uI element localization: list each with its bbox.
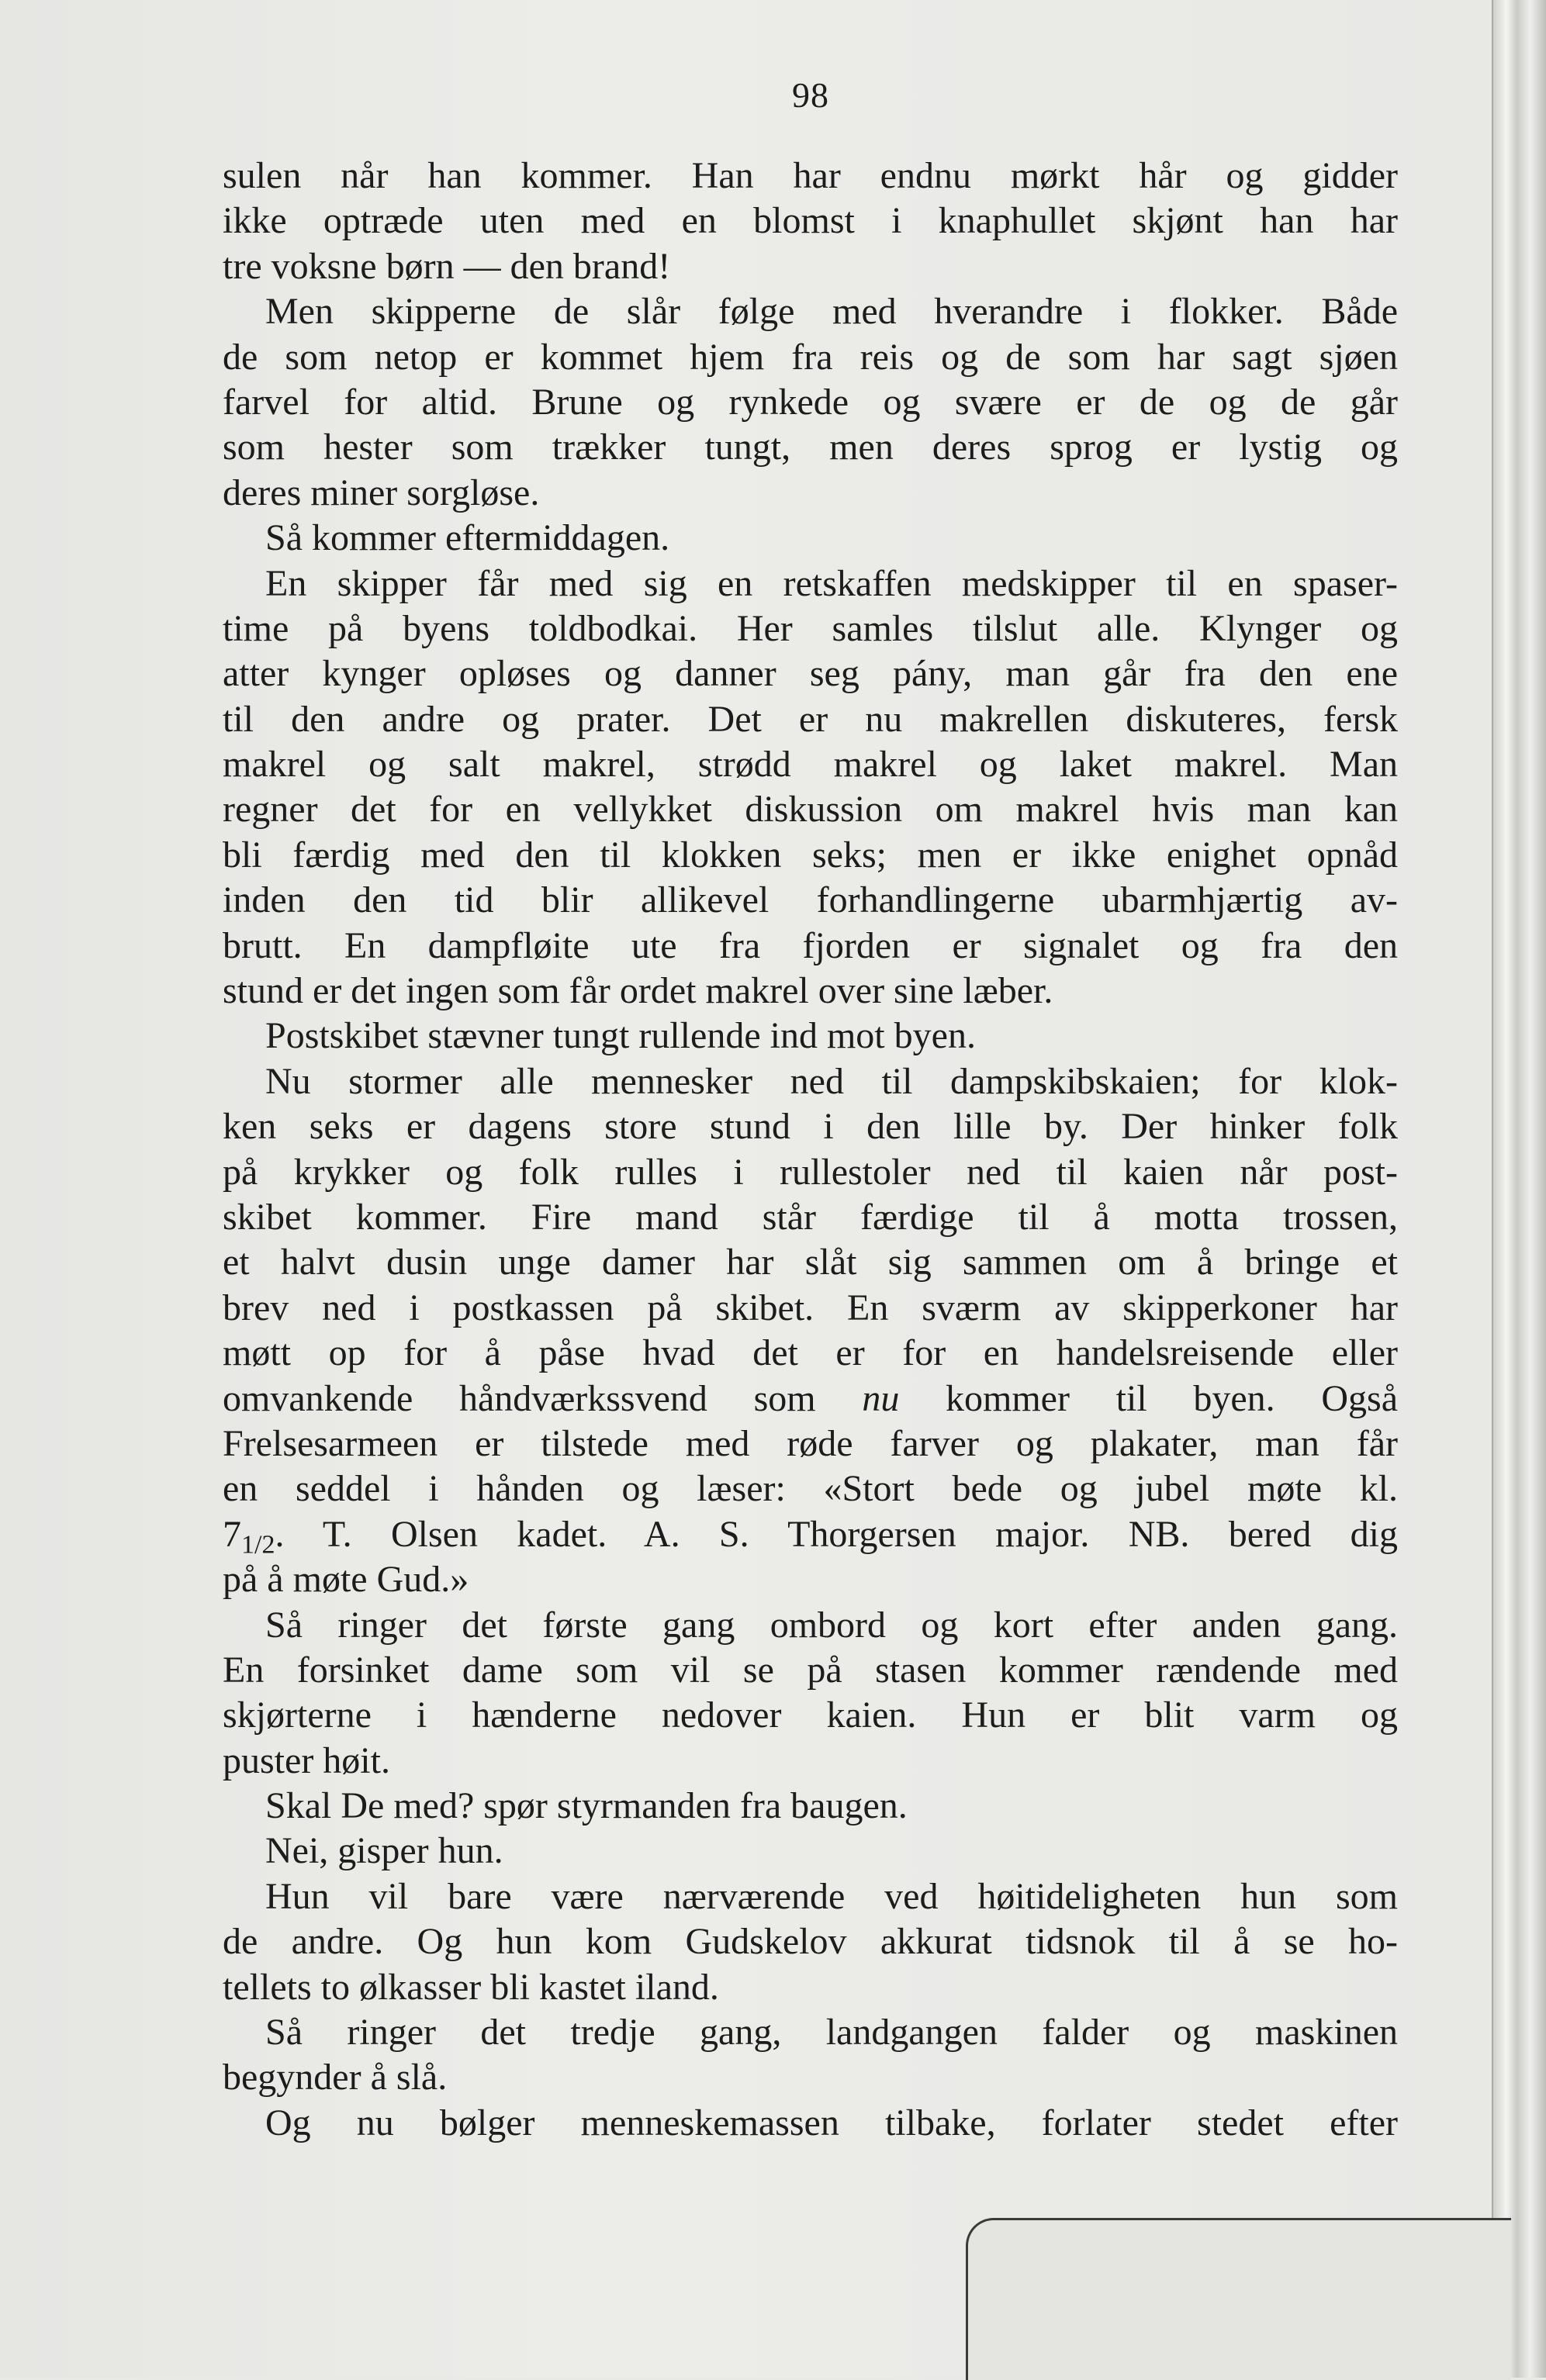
text-line: atter kynger opløses og danner seg pány, man går fra den ene bbox=[223, 653, 1398, 695]
text-line: regner det for en vellykket diskussion om makrel hvis man kan bbox=[223, 789, 1398, 831]
page-corner-tab bbox=[966, 2218, 1511, 2380]
text-segment: . T. Olsen kadet. A. S. Thorgersen major. NB. bered dig bbox=[275, 1513, 1398, 1555]
text-line: møtt op for å påse hvad det er for en handelsreisende eller bbox=[223, 1332, 1398, 1374]
text-line: En forsinket dame som vil se på stasen kommer rændende med bbox=[223, 1649, 1398, 1691]
text-line: deres miner sorgløse. bbox=[223, 472, 540, 513]
time-whole: 7 bbox=[223, 1513, 241, 1555]
text-line: brev ned i postkassen på skibet. En sværm av skipperkoner har bbox=[223, 1287, 1398, 1328]
text-line: på krykker og folk rulles i rullestoler ned til kaien når post- bbox=[223, 1151, 1398, 1193]
text-line: Nei, gisper hun. bbox=[265, 1830, 503, 1872]
text-line: Nu stormer alle mennesker ned til dampskibskaien; for klok- bbox=[265, 1060, 1398, 1102]
text-line: Frelsesarmeen er tilstede med røde farver og plakater, man får bbox=[223, 1422, 1398, 1464]
text-line: de andre. Og hun kom Gudskelov akkurat tidsnok til å se ho- bbox=[223, 1921, 1398, 1963]
time-fraction: 1/2 bbox=[241, 1530, 275, 1560]
text-line: tellets to ølkasser bli kastet iland. bbox=[223, 1966, 719, 2008]
text-line: Så kommer eftermiddagen. bbox=[265, 517, 670, 559]
text-line: skjørterne i hænderne nedover kaien. Hun er blit varm og bbox=[223, 1694, 1398, 1736]
text-line: på å møte Gud.» bbox=[223, 1559, 469, 1601]
text-line: En skipper får med sig en retskaffen medskipper til en spaser- bbox=[265, 562, 1398, 604]
text-line: tre voksne børn — den brand! bbox=[223, 245, 671, 287]
book-spine bbox=[1492, 0, 1546, 2378]
text-line: Hun vil bare være nærværende ved høitideligheten hun som bbox=[265, 1875, 1398, 1917]
page-number: 98 bbox=[792, 75, 829, 115]
text-line: makrel og salt makrel, strødd makrel og laket makrel. Man bbox=[223, 744, 1398, 786]
text-line: som hester som trækker tungt, men deres sprog er lystig og bbox=[223, 427, 1398, 468]
text-line: ken seks er dagens store stund i den lille by. Der hinker folk bbox=[223, 1106, 1398, 1148]
text-line: begynder å slå. bbox=[223, 2057, 448, 2098]
text-line: puster høit. bbox=[223, 1739, 390, 1781]
text-line bbox=[223, 1377, 1398, 1421]
text-line: time på byens toldbodkai. Her samles tilslut alle. Klynger og bbox=[223, 607, 1398, 649]
text-line: bli færdig med den til klokken seks; men er ikke enighet opnåd bbox=[223, 834, 1398, 876]
text-line: ikke optræde uten med en blomst i knaphullet skjønt han har bbox=[223, 200, 1398, 242]
text-line: farvel for altid. Brune og rynkede og svære er de og de går bbox=[223, 381, 1398, 423]
text-line: brutt. En dampfløite ute fra fjorden er signalet og fra den bbox=[223, 924, 1398, 966]
text-line: stund er det ingen som får ordet makrel over sine læber. bbox=[223, 970, 1053, 1012]
text-segment: kommer til byen. Også bbox=[899, 1377, 1399, 1419]
text-line: inden den tid blir allikevel forhandlingerne ubarmhjærtig av- bbox=[223, 879, 1398, 921]
text-line: skibet kommer. Fire mand står færdige til å motta trossen, bbox=[223, 1196, 1398, 1238]
emphasized-word: nu bbox=[862, 1377, 900, 1419]
text-line: til den andre og prater. Det er nu makrellen diskuteres, fersk bbox=[223, 698, 1398, 740]
text-line: en seddel i hånden og læser: «Stort bede og jubel møte kl. bbox=[223, 1468, 1398, 1510]
text-line: de som netop er kommet hjem fra reis og de som har sagt sjøen bbox=[223, 336, 1398, 378]
text-line: Postskibet stævner tungt rullende ind mot byen. bbox=[265, 1015, 976, 1057]
text-line: et halvt dusin unge damer har slåt sig sammen om å bringe et bbox=[223, 1242, 1398, 1283]
text-line: Men skipperne de slår følge med hverandre i flokker. Både bbox=[265, 291, 1398, 333]
text-line: Så ringer det første gang ombord og kort efter anden gang. bbox=[265, 1604, 1398, 1646]
text-segment: omvankende håndværkssvend som bbox=[223, 1377, 863, 1419]
text-line: Og nu bølger menneskemassen tilbake, forlater stedet efter bbox=[265, 2102, 1398, 2143]
text-line: Så ringer det tredje gang, landgangen falder og maskinen bbox=[265, 2012, 1398, 2054]
text-line: sulen når han kommer. Han har endnu mørkt hår og gidder bbox=[223, 155, 1398, 196]
text-line bbox=[223, 1512, 1398, 1560]
body-text bbox=[223, 154, 1398, 2146]
text-line: Skal De med? spør styrmanden fra baugen. bbox=[265, 1785, 908, 1827]
